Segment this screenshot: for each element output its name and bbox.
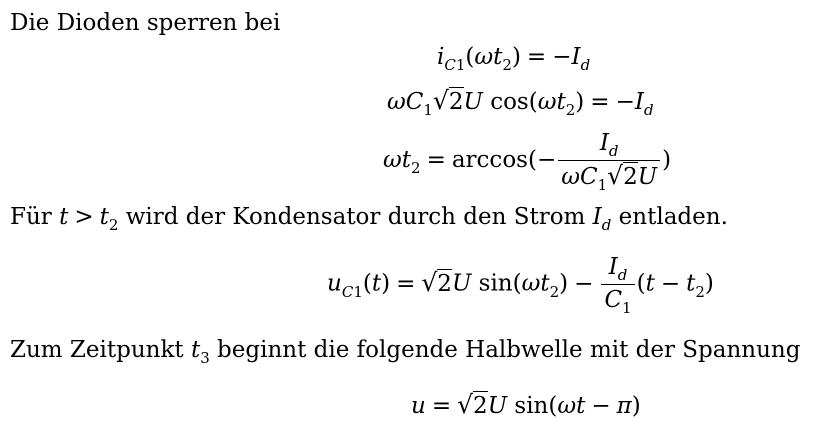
paragraph-text: Die Dioden sperren bei: [10, 10, 281, 36]
equation-cosine-condition: $\omega C_1√2U$ $\cos(\omega t_2) = -I_d$: [387, 86, 654, 119]
equation-capacitor-voltage: $u_{C1}(t) = √2U$ $\sin(\omega t_2)$ − $\frac{I_d}{C_1}$ $(t - t_2)$: [327, 254, 714, 317]
paragraph-next-halfwave: Zum Zeitpunkt $t_3$ beginnt die folgende Halbwelle mit der Spannung: [10, 337, 801, 367]
equation-arccos: $\omega t_2 = \arccos(-$ $\frac{I_d}{\omega C_1√2U}$ ): [383, 130, 672, 194]
equation-current-condition: $i_{C1}(\omega t_2) = -I_d$: [437, 44, 591, 74]
fraction-id-over-wc: $\frac{I_d}{\omega C_1√2U}$: [558, 130, 660, 192]
paragraph-discharge: Für $t > t_2$ wird der Kondensator durch den Strom $I_d$ entladen.: [10, 204, 728, 234]
equation-voltage-halfwave: u = √2U sin(ωt − π): [411, 390, 641, 419]
sqrt-term: √2: [457, 390, 488, 419]
sqrt-term: √2: [421, 267, 452, 297]
sqrt-term: √2: [432, 86, 464, 115]
paragraph-diodes-block: [10, 10, 280, 36]
fraction-id-over-c1: $\frac{I_d}{C_1}$: [601, 254, 634, 315]
